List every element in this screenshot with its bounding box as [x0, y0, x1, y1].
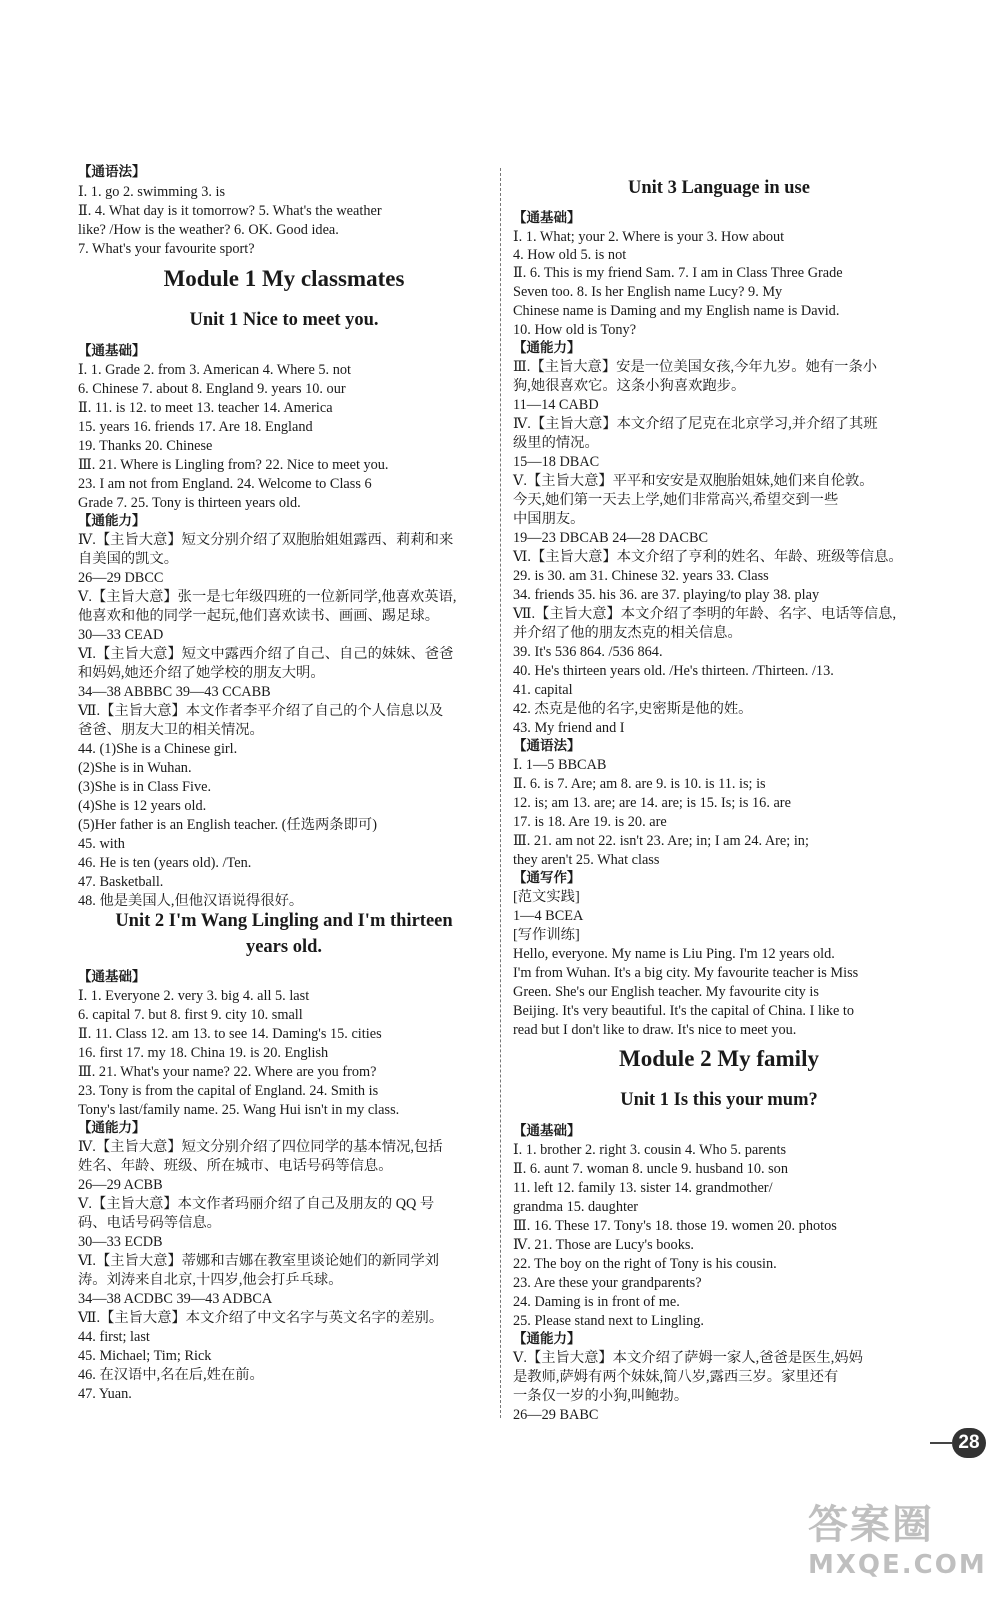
- ability3-line: 并介绍了他的朋友杰克的相关信息。: [513, 625, 742, 641]
- ability1-line: (4)She is 12 years old.: [78, 798, 207, 814]
- basics2-line: 6. capital 7. but 8. first 9. city 10. small: [78, 1007, 303, 1023]
- basics2-line: Ⅰ. 1. Everyone 2. very 3. big 4. all 5. last: [78, 988, 310, 1004]
- ability2-line: 26—29 ACBB: [78, 1177, 163, 1193]
- unit1b-title: Unit 1 Is this your mum?: [620, 1090, 818, 1110]
- basics4-line: 11. left 12. family 13. sister 14. grandmother/: [513, 1180, 773, 1196]
- grammar3-line: Ⅰ. 1—5 BBCAB: [513, 757, 607, 773]
- ability2-line: Ⅴ.【主旨大意】本文作者玛丽介绍了自己及朋友的 QQ 号: [78, 1196, 435, 1212]
- ability3-line: Ⅶ.【主旨大意】本文介绍了李明的年龄、名字、电话等信息,: [513, 606, 897, 622]
- ability3-line: 39. It's 536 864. /536 864.: [513, 644, 663, 660]
- training-header: [写作训练]: [513, 927, 580, 943]
- basics3-line: 4. How old 5. is not: [513, 247, 627, 263]
- ability2-line: 47. Yuan.: [78, 1386, 132, 1402]
- ability3-line: 34. friends 35. his 36. are 37. playing/to play 38. play: [513, 587, 820, 603]
- page-number: 28: [952, 1428, 986, 1458]
- model-answer: 1—4 BCEA: [513, 908, 584, 924]
- unit2-title-cont: years old.: [245, 937, 323, 957]
- basics4-line: Ⅲ. 16. These 17. Tony's 18. those 19. women 20. photos: [513, 1218, 837, 1234]
- ability2-line: 46. 在汉语中,名在后,姓在前。: [78, 1367, 264, 1383]
- grammar1-line: 7. What's your favourite sport?: [78, 241, 255, 257]
- basics1-line: Ⅱ. 11. is 12. to meet 13. teacher 14. America: [78, 400, 333, 416]
- ability2-line: 码、电话号码等信息。: [78, 1215, 221, 1231]
- ability1-line: (5)Her father is an English teacher. (任选两条即可): [78, 817, 377, 833]
- ability1-line: 34—38 ABBBC 39—43 CCABB: [78, 684, 271, 700]
- grammar3-header: 【通语法】: [513, 738, 581, 754]
- basics4-line: Ⅱ. 6. aunt 7. woman 8. uncle 9. husband 10. son: [513, 1161, 788, 1177]
- ability1-line: Ⅴ.【主旨大意】张一是七年级四班的一位新同学,他喜欢英语,: [78, 589, 457, 605]
- ability1-line: 和妈妈,她还介绍了她学校的朋友大明。: [78, 665, 325, 681]
- grammar1-line: Ⅰ. 1. go 2. swimming 3. is: [78, 184, 226, 200]
- writing-header: 【通写作】: [513, 870, 581, 886]
- ability2-line: Ⅳ.【主旨大意】短文分别介绍了四位同学的基本情况,包括: [78, 1139, 443, 1155]
- basics2-line: 16. first 17. my 18. China 19. is 20. English: [78, 1045, 329, 1061]
- watermark-logo: 答案圈: [808, 1502, 934, 1548]
- ability1-line: 30—33 CEAD: [78, 627, 164, 643]
- ability3-line: Ⅴ.【主旨大意】平平和安安是双胞胎姐妹,她们来自伦敦。: [513, 473, 874, 489]
- essay-line: read but I don't like to draw. It's nice to meet you.: [513, 1022, 797, 1038]
- ability1-line: (3)She is in Class Five.: [78, 779, 212, 795]
- watermark: [808, 1500, 988, 1595]
- page-number-rule: [930, 1442, 952, 1444]
- ability3-line: 41. capital: [513, 682, 573, 698]
- basics3-line: Ⅱ. 6. This is my friend Sam. 7. I am in Class Three Grade: [513, 265, 843, 281]
- basics1-line: Ⅲ. 21. Where is Lingling from? 22. Nice to meet you.: [78, 457, 389, 473]
- ability4-line: Ⅴ.【主旨大意】本文介绍了萨姆一家人,爸爸是医生,妈妈: [513, 1350, 863, 1366]
- module2-title: Module 2 My family: [619, 1046, 819, 1071]
- ability2-line: 34—38 ACDBC 39—43 ADBCA: [78, 1291, 273, 1307]
- module1-title: Module 1 My classmates: [163, 266, 405, 291]
- essay-line: I'm from Wuhan. It's a big city. My favourite teacher is Miss: [513, 965, 859, 981]
- basics1-line: Ⅰ. 1. Grade 2. from 3. American 4. Where 5. not: [78, 362, 351, 378]
- grammar3-line: Ⅲ. 21. am not 22. isn't 23. Are; in; I am 24. Are; in;: [513, 833, 809, 849]
- ability1-line: Ⅵ.【主旨大意】短文中露西介绍了自己、自己的妹妹、爸爸: [78, 646, 454, 662]
- basics1-line: Grade 7. 25. Tony is thirteen years old.: [78, 495, 301, 511]
- basics3-line: Chinese name is Daming and my English name is David.: [513, 303, 840, 319]
- ability3-header: 【通能力】: [513, 340, 581, 356]
- grammar3-line: 12. is; am 13. are; are 14. are; is 15. Is; is 16. are: [513, 795, 791, 811]
- model-header: [范文实践]: [513, 889, 580, 905]
- basics3-line: Seven too. 8. Is her English name Lucy? 9. My: [513, 284, 783, 300]
- basics3-line: 10. How old is Tony?: [513, 322, 637, 338]
- ability1-line: 他喜欢和他的同学一起玩,他们喜欢读书、画画、踢足球。: [78, 608, 439, 624]
- ability1-line: (2)She is in Wuhan.: [78, 760, 192, 776]
- ability2-line: Ⅵ.【主旨大意】蒂娜和吉娜在教室里谈论她们的新同学刘: [78, 1253, 440, 1269]
- ability2-line: Ⅶ.【主旨大意】本文介绍了中文名字与英文名字的差别。: [78, 1310, 444, 1326]
- basics1-header: 【通基础】: [78, 343, 146, 359]
- ability2-header: 【通能力】: [78, 1120, 146, 1136]
- basics2-line: Tony's last/family name. 25. Wang Hui isn't in my class.: [78, 1102, 400, 1118]
- basics2-header: 【通基础】: [78, 969, 146, 985]
- basics2-line: 23. Tony is from the capital of England. 24. Smith is: [78, 1083, 379, 1099]
- ability2-line: 44. first; last: [78, 1329, 150, 1345]
- column-divider: [500, 168, 501, 1418]
- ability3-line: 43. My friend and I: [513, 720, 625, 736]
- ability4-line: 是教师,萨姆有两个妹妹,简八岁,露西三岁。家里还有: [513, 1369, 839, 1385]
- grammar1-header: 【通语法】: [78, 164, 146, 180]
- basics2-line: Ⅲ. 21. What's your name? 22. Where are you from?: [78, 1064, 377, 1080]
- unit3-title: Unit 3 Language in use: [628, 178, 810, 198]
- ability2-line: 45. Michael; Tim; Rick: [78, 1348, 212, 1364]
- ability1-line: 46. He is ten (years old). /Ten.: [78, 855, 252, 871]
- essay-line: Green. She's our English teacher. My favourite city is: [513, 984, 819, 1000]
- basics4-header: 【通基础】: [513, 1123, 581, 1139]
- ability4-line: 26—29 BABC: [513, 1407, 599, 1423]
- ability4-line: 一条仅一岁的小狗,叫鲍勃。: [513, 1388, 689, 1404]
- basics4-line: 23. Are these your grandparents?: [513, 1275, 702, 1291]
- ability3-line: 中国朋友。: [513, 511, 585, 527]
- ability3-line: Ⅲ.【主旨大意】安是一位美国女孩,今年九岁。她有一条小: [513, 359, 878, 375]
- essay-line: Hello, everyone. My name is Liu Ping. I'm 12 years old.: [513, 946, 835, 962]
- basics1-line: 23. I am not from England. 24. Welcome to Class 6: [78, 476, 372, 492]
- grammar1-line: Ⅱ. 4. What day is it tomorrow? 5. What's the weather: [78, 203, 382, 219]
- ability2-line: 涛。刘涛来自北京,十四岁,他会打乒乓球。: [78, 1272, 343, 1288]
- watermark-url: MXQE.COM: [808, 1550, 987, 1580]
- grammar3-line: Ⅱ. 6. is 7. Are; am 8. are 9. is 10. is 11. is; is: [513, 776, 766, 792]
- ability1-line: 47. Basketball.: [78, 874, 164, 890]
- ability3-line: 狗,她很喜欢它。这条小狗喜欢跑步。: [513, 378, 746, 394]
- grammar3-line: 17. is 18. Are 19. is 20. are: [513, 814, 667, 830]
- unit2-title: Unit 2 I'm Wang Lingling and I'm thirteen: [115, 911, 453, 931]
- ability3-line: 今天,她们第一天去上学,她们非常高兴,希望交到一些: [513, 492, 839, 508]
- ability1-line: Ⅳ.【主旨大意】短文分别介绍了双胞胎姐姐露西、莉莉和来: [78, 532, 454, 548]
- ability4-header: 【通能力】: [513, 1331, 581, 1347]
- ability2-line: 30—33 ECDB: [78, 1234, 163, 1250]
- grammar1-line: like? /How is the weather? 6. OK. Good idea.: [78, 222, 339, 238]
- ability3-line: 29. is 30. am 31. Chinese 32. years 33. Class: [513, 568, 769, 584]
- ability1-line: Ⅶ.【主旨大意】本文作者李平介绍了自己的个人信息以及: [78, 703, 444, 719]
- ability1-header: 【通能力】: [78, 513, 146, 529]
- basics2-line: Ⅱ. 11. Class 12. am 13. to see 14. Daming's 15. cities: [78, 1026, 382, 1042]
- basics4-line: grandma 15. daughter: [513, 1199, 639, 1215]
- ability1-line: 45. with: [78, 836, 125, 852]
- essay-line: Beijing. It's very beautiful. It's the capital of China. I like to: [513, 1003, 855, 1019]
- ability3-line: Ⅵ.【主旨大意】本文介绍了亨利的姓名、年龄、班级等信息。: [513, 549, 903, 565]
- ability3-line: 42. 杰克是他的名字,史密斯是他的姓。: [513, 701, 753, 717]
- ability3-line: Ⅳ.【主旨大意】本文介绍了尼克在北京学习,并介绍了其班: [513, 416, 878, 432]
- basics4-line: 22. The boy on the right of Tony is his cousin.: [513, 1256, 777, 1272]
- ability1-line: 44. (1)She is a Chinese girl.: [78, 741, 238, 757]
- basics1-line: 15. years 16. friends 17. Are 18. England: [78, 419, 313, 435]
- ability1-line: 26—29 DBCC: [78, 570, 164, 586]
- ability3-line: 40. He's thirteen years old. /He's thirteen. /Thirteen. /13.: [513, 663, 834, 679]
- basics3-line: Ⅰ. 1. What; your 2. Where is your 3. How about: [513, 229, 785, 245]
- ability1-line: 自美国的凯文。: [78, 551, 179, 567]
- basics3-header: 【通基础】: [513, 210, 581, 226]
- ability3-line: 级里的情况。: [513, 435, 599, 451]
- basics1-line: 19. Thanks 20. Chinese: [78, 438, 213, 454]
- ability1-line: 48. 他是美国人,但他汉语说得很好。: [78, 893, 304, 909]
- basics4-line: 25. Please stand next to Lingling.: [513, 1313, 704, 1329]
- basics4-line: 24. Daming is in front of me.: [513, 1294, 680, 1310]
- ability3-line: 15—18 DBAC: [513, 454, 600, 470]
- ability3-line: 11—14 CABD: [513, 397, 599, 413]
- unit1-title: Unit 1 Nice to meet you.: [189, 310, 379, 330]
- grammar3-line: they aren't 25. What class: [513, 852, 660, 868]
- basics4-line: Ⅰ. 1. brother 2. right 3. cousin 4. Who 5. parents: [513, 1142, 787, 1158]
- basics4-line: Ⅳ. 21. Those are Lucy's books.: [513, 1237, 694, 1253]
- basics1-line: 6. Chinese 7. about 8. England 9. years 10. our: [78, 381, 346, 397]
- ability1-line: 爸爸、朋友大卫的相关情况。: [78, 722, 264, 738]
- ability3-line: 19—23 DBCAB 24—28 DACBC: [513, 530, 709, 546]
- ability2-line: 姓名、年龄、班级、所在城市、电话号码等信息。: [78, 1158, 393, 1174]
